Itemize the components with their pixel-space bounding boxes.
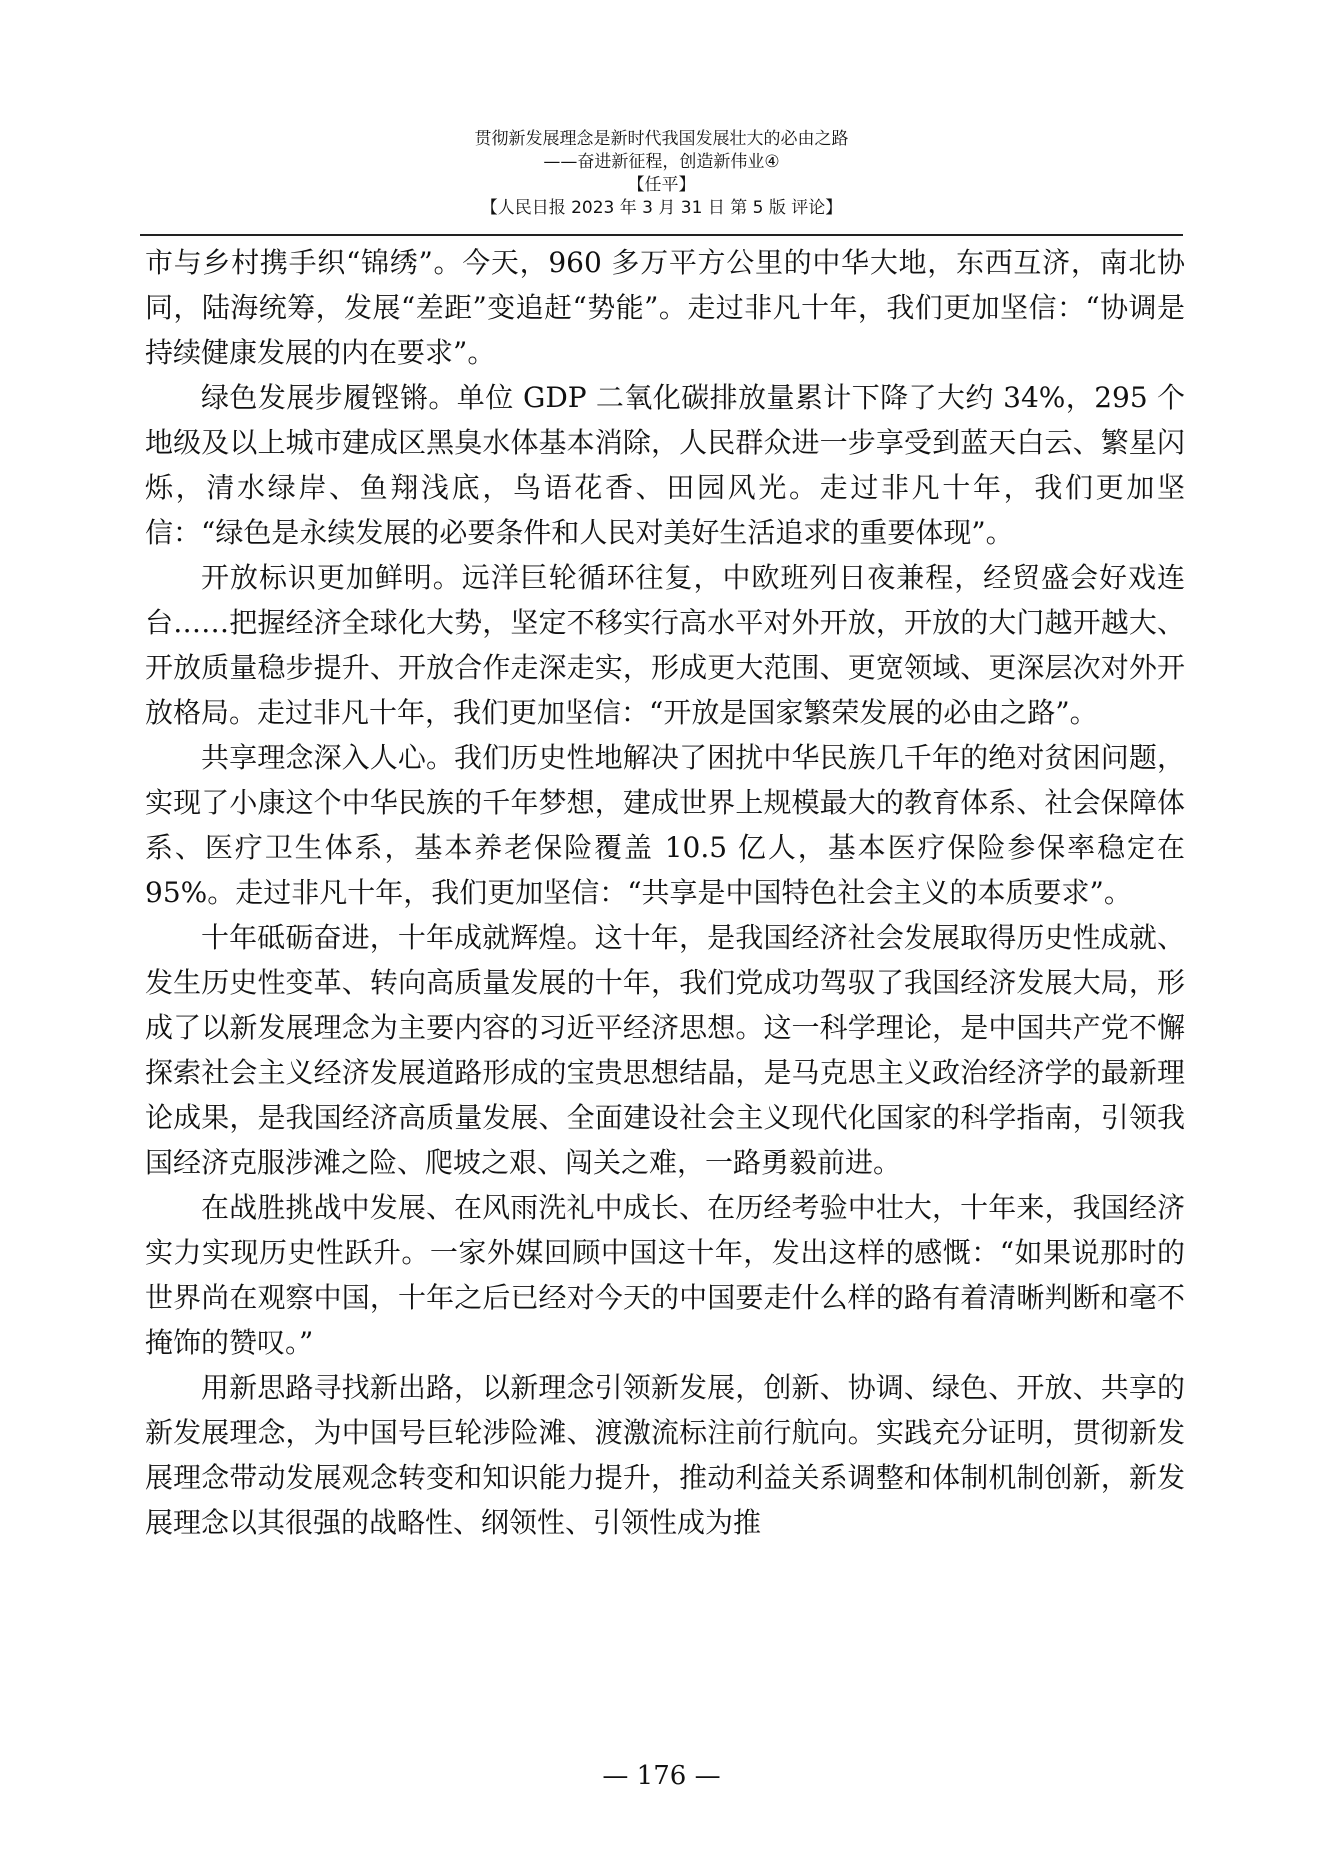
- paragraph-5: 十年砥砺奋进，十年成就辉煌。这十年，是我国经济社会发展取得历史性成就、发生历史性变革、转向高质量发展的十年，我们党成功驾驭了我国经济发展大局，形成了以新发展理念为主要内容的习近平经济思想。这一科学理论，是中国共产党不懈探索社会主义经济发展道路形成的宝贵思想结晶，是马克思主义政治经济学的最新理论成果，是我国经济高质量发展、全面建设社会主义现代化国家的科学指南，引领我国经济克服涉滩之险、爬坡之艰、闯关之难，一路勇毅前进。: [145, 921, 1185, 1179]
- paragraph-6: 在战胜挑战中发展、在风雨洗礼中成长、在历经考验中壮大，十年来，我国经济实力实现历史性跃升。一家外媒回顾中国这十年，发出这样的感慨：“如果说那时的世界尚在观察中国，十年之后已经对今天的中国要走什么样的路有着清晰判断和毫不掩饰的赞叹。”: [145, 1191, 1185, 1359]
- paragraph-7: 用新思路寻找新出路，以新理念引领新发展，创新、协调、绿色、开放、共享的新发展理念，为中国号巨轮涉险滩、渡激流标注前行航向。实践充分证明，贯彻新发展理念带动发展观念转变和知识能力提升，推动利益关系调整和体制机制创新，新发展理念以其很强的战略性、纲领性、引领性成为推: [145, 1371, 1185, 1539]
- article-body: [145, 240, 1185, 1545]
- header-source: 【人民日报 2023 年 3 月 31 日 第 5 版 评论】: [480, 198, 843, 218]
- paragraph-1: 市与乡村携手织“锦绣”。今天，960 多万平方公里的中华大地，东西互济，南北协同，陆海统筹，发展“差距”变追赶“势能”。走过非凡十年，我们更加坚信：“协调是持续健康发展的内在要求”。: [145, 246, 1185, 369]
- header-divider: [140, 234, 1183, 236]
- header-title: 贯彻新发展理念是新时代我国发展壮大的必由之路: [474, 129, 849, 149]
- header-subtitle: ——奋进新征程，创造新伟业④: [543, 152, 780, 172]
- paragraph-2: 绿色发展步履铿锵。单位 GDP 二氧化碳排放量累计下降了大约 34%，295 个地级及以上城市建成区黑臭水体基本消除，人民群众进一步享受到蓝天白云、繁星闪烁，清水绿岸、鱼翔浅底，鸟语花香、田园风光。走过非凡十年，我们更加坚信：“绿色是永续发展的必要条件和人民对美好生活追求的重要体现”。: [145, 381, 1185, 549]
- page-number: — 176 —: [602, 1761, 721, 1791]
- document-header: [140, 128, 1183, 220]
- paragraph-4: 共享理念深入人心。我们历史性地解决了困扰中华民族几千年的绝对贫困问题，实现了小康这个中华民族的千年梦想，建成世界上规模最大的教育体系、社会保障体系、医疗卫生体系，基本养老保险覆盖 10.5 亿人，基本医疗保险参保率稳定在 95%。走过非凡十年，我们更加坚信：“共享是中国特色社会主义的本质要求”。: [145, 741, 1185, 909]
- paragraph-3: 开放标识更加鲜明。远洋巨轮循环往复，中欧班列日夜兼程，经贸盛会好戏连台……把握经济全球化大势，坚定不移实行高水平对外开放，开放的大门越开越大、开放质量稳步提升、开放合作走深走实，形成更大范围、更宽领域、更深层次对外开放格局。走过非凡十年，我们更加坚信：“开放是国家繁荣发展的必由之路”。: [145, 561, 1185, 729]
- header-author: 【任平】: [627, 175, 696, 195]
